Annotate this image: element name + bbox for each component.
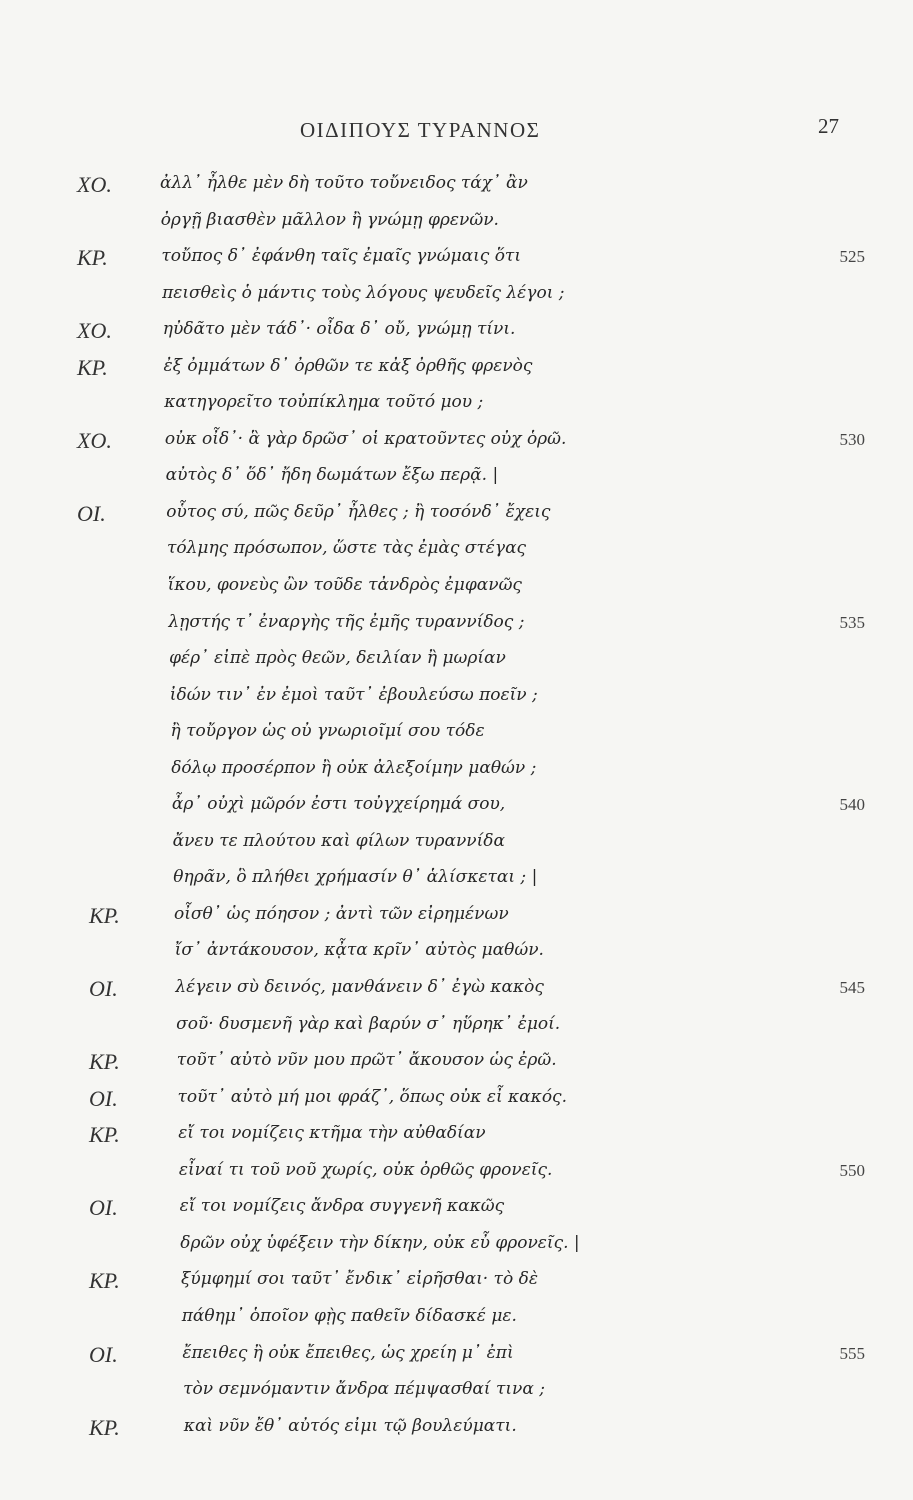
verse-text: ὀργῇ βιασθὲν μᾶλλον ἢ γνώμῃ φρενῶν. <box>160 209 499 230</box>
verse-text: τόλμης πρόσωπον, ὥστε τὰς ἐμὰς στέγας <box>167 538 527 559</box>
verse-text: ἄνευ τε πλούτου καὶ φίλων τυραννίδα <box>172 830 505 851</box>
verse-line <box>0 793 913 830</box>
speaker-label: ΟΙ. <box>89 1195 118 1221</box>
verse-line <box>0 1415 913 1452</box>
speaker-label: ΚΡ. <box>89 1049 120 1075</box>
speaker-label: ΚΡ. <box>77 354 108 380</box>
verse-line <box>0 720 913 757</box>
verse-line <box>0 830 913 867</box>
verse-line <box>0 282 913 319</box>
verse-line <box>0 647 913 684</box>
verse-line <box>0 939 913 976</box>
speaker-label: ΚΡ. <box>89 1122 120 1148</box>
speaker-label: ΟΙ. <box>89 976 118 1002</box>
verse-text: οὐκ οἶδ᾽· ἃ γὰρ δρῶσ᾽ οἱ κρατοῦντες οὐχ ὁρῶ. <box>164 428 567 449</box>
verse-line <box>0 318 913 355</box>
verse-text: ἔπειθες ἢ οὐκ ἔπειθες, ὡς χρείη μ᾽ ἐπὶ <box>182 1342 514 1363</box>
verse-text: πάθημ᾽ ὁποῖον φῂς παθεῖν δίδασκέ με. <box>181 1305 517 1326</box>
verse-text: ξύμφημί σοι ταῦτ᾽ ἔνδικ᾽ εἰρῆσθαι· τὸ δὲ <box>181 1269 538 1290</box>
verse-text: δόλῳ προσέρπον ἢ οὐκ ἀλεξοίμην μαθών ; <box>171 757 537 778</box>
verse-text: φέρ᾽ εἰπὲ πρὸς θεῶν, δειλίαν ἢ μωρίαν <box>169 648 506 669</box>
speaker-label: ΟΙ. <box>77 500 106 526</box>
verse-line <box>0 1342 913 1379</box>
verse-text: ἵκου, φονεὺς ὢν τοῦδε τἀνδρὸς ἐμφανῶς <box>167 575 522 596</box>
verse-lines <box>0 172 913 1451</box>
verse-text: ἰδών τιν᾽ ἐν ἐμοὶ ταῦτ᾽ ἐβουλεύσω ποεῖν ; <box>169 684 538 705</box>
verse-text: εἴ τοι νομίζεις ἄνδρα συγγενῆ κακῶς <box>179 1196 505 1217</box>
line-number: 530 <box>839 429 865 449</box>
verse-line <box>0 464 913 501</box>
page-number: 27 <box>818 114 839 138</box>
verse-text: οἶσθ᾽ ὡς πόησον ; ἀντὶ τῶν εἰρημένων <box>174 903 509 924</box>
verse-line <box>0 501 913 538</box>
verse-line <box>0 537 913 574</box>
verse-line <box>0 1195 913 1232</box>
verse-text: ἀλλ᾽ ἦλθε μὲν δὴ τοῦτο τοὔνειδος τάχ᾽ ἂν <box>160 173 528 193</box>
verse-line <box>0 1159 913 1196</box>
verse-line <box>0 903 913 940</box>
verse-line <box>0 245 913 282</box>
verse-text: λέγειν σὺ δεινός, μανθάνειν δ᾽ ἐγὼ κακὸς <box>175 977 544 998</box>
verse-text: ἢ τοὔργον ὡς οὐ γνωριοῖμί σου τόδε <box>170 721 485 742</box>
verse-line <box>0 172 913 209</box>
verse-text: πεισθεὶς ὁ μάντις τοὺς λόγους ψευδεῖς λέγοι ; <box>162 282 565 303</box>
speaker-label: ΧΟ. <box>77 427 112 453</box>
verse-text: ἴσ᾽ ἀντάκουσον, κᾆτα κρῖν᾽ αὐτὸς μαθών. <box>174 940 544 961</box>
verse-text: ηὐδᾶτο μὲν τάδ᾽· οἶδα δ᾽ οὔ, γνώμῃ τίνι. <box>162 319 516 340</box>
verse-line <box>0 574 913 611</box>
verse-line <box>0 355 913 392</box>
verse-text: κατηγορεῖτο τοὐπίκλημα τοῦτό μου ; <box>164 392 484 413</box>
verse-text: σοῦ· δυσμενῆ γὰρ καὶ βαρύν σ᾽ ηὕρηκ᾽ ἐμοί. <box>176 1013 561 1034</box>
verse-text: τοῦτ᾽ αὐτὸ νῦν μου πρῶτ᾽ ἄκουσον ὡς ἐρῶ. <box>176 1050 557 1071</box>
verse-line <box>0 684 913 721</box>
line-number: 545 <box>839 978 865 998</box>
verse-text: τὸν σεμνόμαντιν ἄνδρα πέμψασθαί τινα ; <box>183 1379 545 1400</box>
verse-line <box>0 1013 913 1050</box>
verse-line <box>0 1232 913 1269</box>
speaker-label: ΚΡ. <box>89 902 120 928</box>
verse-text: εἶναί τι τοῦ νοῦ χωρίς, οὐκ ὀρθῶς φρονεῖς. <box>178 1159 553 1180</box>
running-head: ΟΙΔΙΠΟΥΣ ΤΥΡΑΝΝΟΣ <box>300 118 541 142</box>
verse-text: λῃστής τ᾽ ἐναργὴς τῆς ἐμῆς τυραννίδος ; <box>168 611 525 632</box>
speaker-label: ΚΡ. <box>77 245 108 271</box>
verse-line <box>0 391 913 428</box>
line-number: 535 <box>839 612 865 632</box>
verse-text: καὶ νῦν ἔθ᾽ αὐτός εἰμι τῷ βουλεύματι. <box>183 1415 517 1436</box>
line-number: 555 <box>839 1343 865 1363</box>
verse-line <box>0 1049 913 1086</box>
verse-line <box>0 1086 913 1123</box>
verse-text: εἴ τοι νομίζεις κτῆμα τὴν αὐθαδίαν <box>178 1123 486 1144</box>
verse-line <box>0 1305 913 1342</box>
speaker-label: ΚΡ. <box>89 1268 120 1294</box>
verse-line <box>0 428 913 465</box>
verse-line <box>0 209 913 246</box>
verse-text: ἆρ᾽ οὐχὶ μῶρόν ἐστι τοὐγχείρημά σου, <box>171 794 506 815</box>
speaker-label: ΟΙ. <box>89 1341 118 1367</box>
speaker-label: ΧΟ. <box>77 172 112 197</box>
verse-text: οὗτος σύ, πῶς δεῦρ᾽ ἦλθες ; ἢ τοσόνδ᾽ ἔχεις <box>166 501 551 522</box>
verse-line <box>0 1378 913 1415</box>
line-number: 540 <box>839 795 865 815</box>
line-number: 550 <box>839 1160 865 1180</box>
verse-text: αὐτὸς δ᾽ ὅδ᾽ ἤδη δωμάτων ἔξω περᾷ. | <box>165 465 499 486</box>
verse-text: θηρᾶν, ὃ πλήθει χρήμασίν θ᾽ ἁλίσκεται ; | <box>173 867 538 888</box>
speaker-label: ΚΡ. <box>89 1414 120 1440</box>
verse-line <box>0 866 913 903</box>
verse-line <box>0 1122 913 1159</box>
speaker-label: ΧΟ. <box>77 318 112 344</box>
verse-line <box>0 611 913 648</box>
verse-text: τοῦτ᾽ αὐτὸ μή μοι φράζ᾽, ὅπως οὐκ εἶ κακός. <box>177 1086 567 1107</box>
verse-line <box>0 757 913 794</box>
line-number: 525 <box>839 247 865 267</box>
verse-line <box>0 1268 913 1305</box>
verse-text: τοὔπος δ᾽ ἐφάνθη ταῖς ἐμαῖς γνώμαις ὅτι <box>161 246 521 267</box>
speaker-label: ΟΙ. <box>89 1085 118 1111</box>
verse-line <box>0 976 913 1013</box>
verse-text: ἐξ ὀμμάτων δ᾽ ὀρθῶν τε κἀξ ὀρθῆς φρενὸς <box>163 355 533 376</box>
verse-text: δρῶν οὐχ ὑφέξειν τὴν δίκην, οὐκ εὖ φρονεῖς. | <box>180 1232 580 1253</box>
